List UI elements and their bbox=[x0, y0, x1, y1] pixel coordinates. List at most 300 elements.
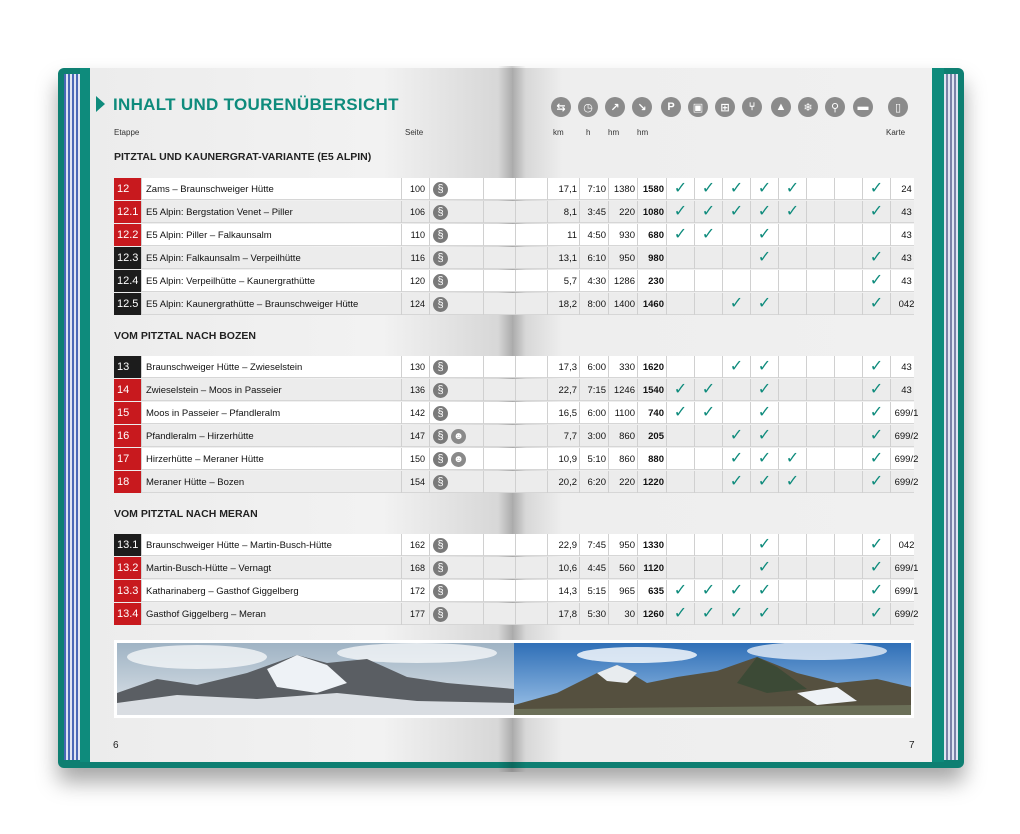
check-cell bbox=[807, 201, 835, 223]
duration: 4:45 bbox=[580, 557, 609, 579]
check-cell bbox=[695, 425, 723, 447]
blank-cell bbox=[484, 534, 516, 556]
section-title: VOM PITZTAL NACH BOZEN bbox=[114, 330, 256, 342]
check-cell bbox=[835, 356, 863, 378]
descent-hm: 740 bbox=[638, 402, 667, 424]
check-cell bbox=[807, 448, 835, 470]
ascent-hm: 220 bbox=[609, 201, 638, 223]
blank-cell bbox=[484, 270, 516, 292]
check-cell bbox=[723, 178, 751, 200]
ascent-hm: 860 bbox=[609, 425, 638, 447]
duration: 8:00 bbox=[580, 293, 609, 315]
check-cell bbox=[863, 603, 891, 625]
trail-icon: § bbox=[433, 584, 448, 599]
check-cell bbox=[835, 448, 863, 470]
check-cell bbox=[695, 201, 723, 223]
page-ref: 142 bbox=[402, 402, 430, 424]
header-h: h bbox=[586, 128, 591, 137]
check-cell bbox=[835, 534, 863, 556]
check-cell bbox=[779, 534, 807, 556]
check-cell bbox=[751, 402, 779, 424]
table-row[interactable] bbox=[114, 580, 919, 602]
check-cell bbox=[751, 293, 779, 315]
check-cell bbox=[807, 580, 835, 602]
stage-title[interactable]: Braunschweiger Hütte – Martin-Busch-Hütte bbox=[142, 534, 402, 556]
stage-title[interactable]: Zams – Braunschweiger Hütte bbox=[142, 178, 402, 200]
check-cell bbox=[723, 603, 751, 625]
checkmark-icon: ✓ bbox=[757, 582, 772, 599]
checkmark-icon: ✓ bbox=[869, 381, 884, 398]
check-cell bbox=[695, 557, 723, 579]
table-row[interactable] bbox=[114, 448, 919, 470]
check-cell bbox=[863, 224, 891, 246]
map-ref: 43 bbox=[901, 229, 912, 241]
check-cell bbox=[667, 178, 695, 200]
checkmark-icon: ✓ bbox=[757, 358, 772, 375]
stage-icons bbox=[430, 201, 484, 223]
checkmark-icon: ✓ bbox=[729, 605, 744, 622]
check-cell bbox=[723, 580, 751, 602]
descent-hm: 1220 bbox=[638, 471, 667, 493]
trail-icon: § bbox=[433, 182, 448, 197]
checkmark-icon: ✓ bbox=[869, 249, 884, 266]
distance-km: 5,7 bbox=[548, 270, 580, 292]
map-ref: 699/1 bbox=[894, 585, 919, 597]
check-cell bbox=[807, 471, 835, 493]
stage-title[interactable]: Braunschweiger Hütte – Zwieselstein bbox=[142, 356, 402, 378]
family-friendly-icon: ☻ bbox=[451, 429, 466, 444]
map-ref: 699/1 bbox=[894, 562, 919, 574]
distance-km: 10,9 bbox=[548, 448, 580, 470]
check-cell bbox=[667, 224, 695, 246]
check-cell bbox=[751, 270, 779, 292]
check-cell bbox=[863, 448, 891, 470]
check-cell bbox=[779, 557, 807, 579]
check-cell bbox=[779, 201, 807, 223]
check-cell bbox=[779, 270, 807, 292]
check-cell bbox=[835, 178, 863, 200]
stage-number: 13.2 bbox=[114, 557, 142, 579]
check-cell bbox=[863, 534, 891, 556]
distance-km: 22,9 bbox=[548, 534, 580, 556]
checkmark-icon: ✓ bbox=[673, 582, 688, 599]
duration: 5:15 bbox=[580, 580, 609, 602]
duration: 4:50 bbox=[580, 224, 609, 246]
check-cell bbox=[667, 201, 695, 223]
checkmark-icon: ✓ bbox=[673, 226, 688, 243]
check-cell bbox=[695, 603, 723, 625]
check-cell bbox=[751, 603, 779, 625]
blank-cell bbox=[516, 178, 548, 200]
stage-title[interactable]: Moos in Passeier – Pfandleralm bbox=[142, 402, 402, 424]
check-cell bbox=[667, 471, 695, 493]
stage-title[interactable]: Gasthof Giggelberg – Meran bbox=[142, 603, 402, 625]
check-cell bbox=[779, 356, 807, 378]
duration: 3:45 bbox=[580, 201, 609, 223]
checkmark-icon: ✓ bbox=[785, 450, 800, 467]
stage-number: 13.1 bbox=[114, 534, 142, 556]
ascent-hm: 930 bbox=[609, 224, 638, 246]
ascent-hm: 950 bbox=[609, 534, 638, 556]
check-cell bbox=[723, 557, 751, 579]
checkmark-icon: ✓ bbox=[869, 427, 884, 444]
check-cell bbox=[723, 293, 751, 315]
ascent-hm: 330 bbox=[609, 356, 638, 378]
stage-icons bbox=[430, 247, 484, 269]
page-ref: 124 bbox=[402, 293, 430, 315]
descent-hm: 1620 bbox=[638, 356, 667, 378]
checkmark-icon: ✓ bbox=[785, 180, 800, 197]
blank-cell bbox=[516, 379, 548, 401]
blank-cell bbox=[516, 557, 548, 579]
page-number-right: 7 bbox=[909, 740, 915, 751]
distance-km: 20,2 bbox=[548, 471, 580, 493]
table-row[interactable] bbox=[114, 356, 914, 378]
duration: 4:30 bbox=[580, 270, 609, 292]
trail-icon: § bbox=[433, 406, 448, 421]
check-cell bbox=[723, 471, 751, 493]
check-cell bbox=[695, 534, 723, 556]
right-accent-bar bbox=[932, 68, 944, 762]
trail-icon: § bbox=[433, 360, 448, 375]
stage-icons bbox=[430, 402, 484, 424]
checkmark-icon: ✓ bbox=[701, 203, 716, 220]
ascent-hm: 950 bbox=[609, 247, 638, 269]
table-row[interactable] bbox=[114, 270, 914, 292]
signpost-icon: ⇆ bbox=[551, 97, 571, 117]
family-friendly-icon: ☻ bbox=[451, 452, 466, 467]
ascent-hm: 30 bbox=[609, 603, 638, 625]
descent-hm: 205 bbox=[638, 425, 667, 447]
trail-icon: § bbox=[433, 607, 448, 622]
stage-icons bbox=[430, 557, 484, 579]
stage-number: 17 bbox=[114, 448, 142, 470]
check-cell bbox=[695, 402, 723, 424]
stage-icons bbox=[430, 270, 484, 292]
check-cell bbox=[779, 471, 807, 493]
stage-title[interactable]: E5 Alpin: Bergstation Venet – Piller bbox=[142, 201, 402, 223]
stage-title[interactable]: Hirzerhütte – Meraner Hütte bbox=[142, 448, 402, 470]
stage-number: 13 bbox=[114, 356, 142, 378]
check-cell bbox=[835, 379, 863, 401]
check-cell bbox=[779, 402, 807, 424]
check-cell bbox=[807, 224, 835, 246]
clock-icon: ◷ bbox=[578, 97, 598, 117]
stage-number: 16 bbox=[114, 425, 142, 447]
stage-title[interactable]: E5 Alpin: Falkaunsalm – Verpeilhütte bbox=[142, 247, 402, 269]
blank-cell bbox=[484, 471, 516, 493]
page-ref: 150 bbox=[402, 448, 430, 470]
descent-hm: 1120 bbox=[638, 557, 667, 579]
check-cell bbox=[779, 425, 807, 447]
check-cell bbox=[835, 471, 863, 493]
checkmark-icon: ✓ bbox=[869, 473, 884, 490]
check-cell bbox=[667, 425, 695, 447]
table-row[interactable] bbox=[114, 402, 919, 424]
stage-icons bbox=[430, 425, 484, 447]
check-cell bbox=[807, 270, 835, 292]
check-cell bbox=[667, 534, 695, 556]
blank-cell bbox=[484, 356, 516, 378]
snowflake-icon: ❄ bbox=[798, 97, 818, 117]
duration: 7:15 bbox=[580, 379, 609, 401]
checkmark-icon: ✓ bbox=[729, 358, 744, 375]
check-cell bbox=[723, 270, 751, 292]
descent-hm: 880 bbox=[638, 448, 667, 470]
bus-icon: ▣ bbox=[688, 97, 708, 117]
check-cell bbox=[835, 293, 863, 315]
trail-icon: § bbox=[433, 452, 448, 467]
check-cell bbox=[695, 178, 723, 200]
page-ref: 136 bbox=[402, 379, 430, 401]
blank-cell bbox=[516, 603, 548, 625]
check-cell bbox=[695, 356, 723, 378]
stage-title[interactable]: Katharinaberg – Gasthof Giggelberg bbox=[142, 580, 402, 602]
checkmark-icon: ✓ bbox=[869, 605, 884, 622]
trail-icon: § bbox=[433, 297, 448, 312]
table-row[interactable] bbox=[114, 293, 914, 315]
map-ref: 43 bbox=[901, 384, 912, 396]
check-cell bbox=[807, 557, 835, 579]
distance-km: 17,3 bbox=[548, 356, 580, 378]
duration: 6:00 bbox=[580, 356, 609, 378]
blank-cell bbox=[484, 178, 516, 200]
checkmark-icon: ✓ bbox=[729, 180, 744, 197]
stage-number: 13.4 bbox=[114, 603, 142, 625]
check-cell bbox=[751, 448, 779, 470]
stage-number: 12.1 bbox=[114, 201, 142, 223]
checkmark-icon: ✓ bbox=[729, 450, 744, 467]
check-cell bbox=[751, 379, 779, 401]
check-cell bbox=[751, 224, 779, 246]
stage-number: 12.5 bbox=[114, 293, 142, 315]
distance-km: 17,8 bbox=[548, 603, 580, 625]
ascent-hm: 860 bbox=[609, 448, 638, 470]
check-cell bbox=[863, 270, 891, 292]
trail-icon: § bbox=[433, 251, 448, 266]
check-cell bbox=[807, 425, 835, 447]
check-cell bbox=[863, 178, 891, 200]
checkmark-icon: ✓ bbox=[757, 605, 772, 622]
duration: 5:30 bbox=[580, 603, 609, 625]
duration: 3:00 bbox=[580, 425, 609, 447]
trail-icon: § bbox=[433, 538, 448, 553]
blank-cell bbox=[516, 425, 548, 447]
page-ref: 177 bbox=[402, 603, 430, 625]
check-cell bbox=[863, 471, 891, 493]
stage-title[interactable]: Pfandleralm – Hirzerhütte bbox=[142, 425, 402, 447]
checkmark-icon: ✓ bbox=[701, 582, 716, 599]
check-cell bbox=[667, 356, 695, 378]
check-cell bbox=[807, 247, 835, 269]
blank-cell bbox=[484, 603, 516, 625]
table-row[interactable] bbox=[114, 557, 919, 579]
check-cell bbox=[835, 580, 863, 602]
check-cell bbox=[863, 402, 891, 424]
page-edges-right bbox=[944, 74, 958, 760]
check-cell bbox=[807, 379, 835, 401]
checkmark-icon: ✓ bbox=[757, 559, 772, 576]
checkmark-icon: ✓ bbox=[757, 226, 772, 243]
check-cell bbox=[807, 534, 835, 556]
stage-title[interactable]: E5 Alpin: Piller – Falkaunsalm bbox=[142, 224, 402, 246]
check-cell bbox=[723, 379, 751, 401]
header-seite: Seite bbox=[405, 128, 424, 137]
stage-icons bbox=[430, 178, 484, 200]
table-row[interactable] bbox=[114, 534, 914, 556]
stage-title[interactable]: Zwieselstein – Moos in Passeier bbox=[142, 379, 402, 401]
ascent-hm: 965 bbox=[609, 580, 638, 602]
blank-cell bbox=[516, 270, 548, 292]
header-karte: Karte bbox=[886, 128, 906, 137]
bed-icon: ▬ bbox=[853, 97, 873, 117]
ascent-hm: 1100 bbox=[609, 402, 638, 424]
check-cell bbox=[835, 557, 863, 579]
map-ref: 699/2 bbox=[894, 430, 919, 442]
blank-cell bbox=[484, 247, 516, 269]
check-cell bbox=[807, 356, 835, 378]
check-cell bbox=[863, 557, 891, 579]
stage-title[interactable]: E5 Alpin: Kaunergrathütte – Braunschweiger Hütte bbox=[142, 293, 402, 315]
distance-km: 17,1 bbox=[548, 178, 580, 200]
table-row[interactable] bbox=[114, 379, 914, 401]
check-cell bbox=[667, 580, 695, 602]
checkmark-icon: ✓ bbox=[701, 381, 716, 398]
check-cell bbox=[723, 402, 751, 424]
check-cell bbox=[779, 580, 807, 602]
map-icon: ▯ bbox=[888, 97, 908, 117]
check-cell bbox=[779, 448, 807, 470]
check-cell bbox=[667, 402, 695, 424]
page-ref: 147 bbox=[402, 425, 430, 447]
checkmark-icon: ✓ bbox=[701, 180, 716, 197]
check-cell bbox=[835, 247, 863, 269]
blank-cell bbox=[516, 293, 548, 315]
check-cell bbox=[779, 379, 807, 401]
table-row[interactable] bbox=[114, 201, 914, 223]
checkmark-icon: ✓ bbox=[757, 381, 772, 398]
check-cell bbox=[751, 425, 779, 447]
page-ref: 162 bbox=[402, 534, 430, 556]
check-cell bbox=[667, 448, 695, 470]
checkmark-icon: ✓ bbox=[729, 582, 744, 599]
check-cell bbox=[667, 557, 695, 579]
table-row[interactable] bbox=[114, 425, 919, 447]
table-row[interactable] bbox=[114, 247, 914, 269]
stage-icons bbox=[430, 448, 484, 470]
stage-icons bbox=[430, 379, 484, 401]
page-ref: 168 bbox=[402, 557, 430, 579]
descent-hm: 1260 bbox=[638, 603, 667, 625]
trail-icon: § bbox=[433, 475, 448, 490]
distance-km: 14,3 bbox=[548, 580, 580, 602]
stage-number: 18 bbox=[114, 471, 142, 493]
checkmark-icon: ✓ bbox=[869, 272, 884, 289]
map-ref: 24 bbox=[901, 183, 912, 195]
blank-cell bbox=[516, 247, 548, 269]
section-title: VOM PITZTAL NACH MERAN bbox=[114, 508, 258, 520]
checkmark-icon: ✓ bbox=[673, 404, 688, 421]
checkmark-icon: ✓ bbox=[673, 180, 688, 197]
blank-cell bbox=[484, 201, 516, 223]
descent-hm: 635 bbox=[638, 580, 667, 602]
check-cell bbox=[835, 402, 863, 424]
check-cell bbox=[807, 603, 835, 625]
descent-hm: 1330 bbox=[638, 534, 667, 556]
checkmark-icon: ✓ bbox=[729, 203, 744, 220]
stage-title[interactable]: Martin-Busch-Hütte – Vernagt bbox=[142, 557, 402, 579]
check-cell bbox=[863, 247, 891, 269]
checkmark-icon: ✓ bbox=[673, 381, 688, 398]
trail-icon: § bbox=[433, 429, 448, 444]
check-cell bbox=[751, 201, 779, 223]
check-cell bbox=[751, 247, 779, 269]
checkmark-icon: ✓ bbox=[869, 203, 884, 220]
check-cell bbox=[863, 379, 891, 401]
ascent-hm: 1400 bbox=[609, 293, 638, 315]
duration: 5:10 bbox=[580, 448, 609, 470]
header-etappe: Etappe bbox=[114, 128, 140, 137]
map-ref: 43 bbox=[901, 206, 912, 218]
descent-icon: ↘ bbox=[632, 97, 652, 117]
stage-icons bbox=[430, 224, 484, 246]
check-cell bbox=[751, 356, 779, 378]
checkmark-icon: ✓ bbox=[869, 180, 884, 197]
check-cell bbox=[695, 270, 723, 292]
distance-km: 11 bbox=[548, 224, 580, 246]
page-number-left: 6 bbox=[113, 740, 119, 751]
stage-title[interactable]: E5 Alpin: Verpeilhütte – Kaunergrathütte bbox=[142, 270, 402, 292]
table-row[interactable] bbox=[114, 224, 914, 246]
check-cell bbox=[751, 534, 779, 556]
page-ref: 100 bbox=[402, 178, 430, 200]
checkmark-icon: ✓ bbox=[869, 295, 884, 312]
check-cell bbox=[863, 580, 891, 602]
checkmark-icon: ✓ bbox=[869, 404, 884, 421]
page-ref: 172 bbox=[402, 580, 430, 602]
blank-cell bbox=[516, 356, 548, 378]
check-cell bbox=[863, 356, 891, 378]
distance-km: 22,7 bbox=[548, 379, 580, 401]
checkmark-icon: ✓ bbox=[673, 203, 688, 220]
stage-icons bbox=[430, 471, 484, 493]
checkmark-icon: ✓ bbox=[869, 582, 884, 599]
map-ref: 699/2 bbox=[894, 476, 919, 488]
trail-icon: § bbox=[433, 205, 448, 220]
checkmark-icon: ✓ bbox=[785, 203, 800, 220]
map-ref: 43 bbox=[901, 361, 912, 373]
trail-icon: § bbox=[433, 561, 448, 576]
map-ref: 042 bbox=[898, 298, 915, 310]
stage-title[interactable]: Meraner Hütte – Bozen bbox=[142, 471, 402, 493]
hut-icon: ▲ bbox=[771, 97, 791, 117]
check-cell bbox=[835, 224, 863, 246]
check-cell bbox=[835, 270, 863, 292]
check-cell bbox=[807, 178, 835, 200]
checkmark-icon: ✓ bbox=[869, 450, 884, 467]
checkmark-icon: ✓ bbox=[757, 203, 772, 220]
check-cell bbox=[723, 425, 751, 447]
title-arrow-icon bbox=[96, 96, 105, 112]
table-row[interactable] bbox=[114, 178, 914, 200]
trail-icon: § bbox=[433, 228, 448, 243]
header-hm-descent: hm bbox=[637, 128, 649, 137]
header-hm-ascent: hm bbox=[608, 128, 620, 137]
table-row[interactable] bbox=[114, 603, 919, 625]
check-cell bbox=[807, 293, 835, 315]
checkmark-icon: ✓ bbox=[757, 180, 772, 197]
table-row[interactable] bbox=[114, 471, 919, 493]
